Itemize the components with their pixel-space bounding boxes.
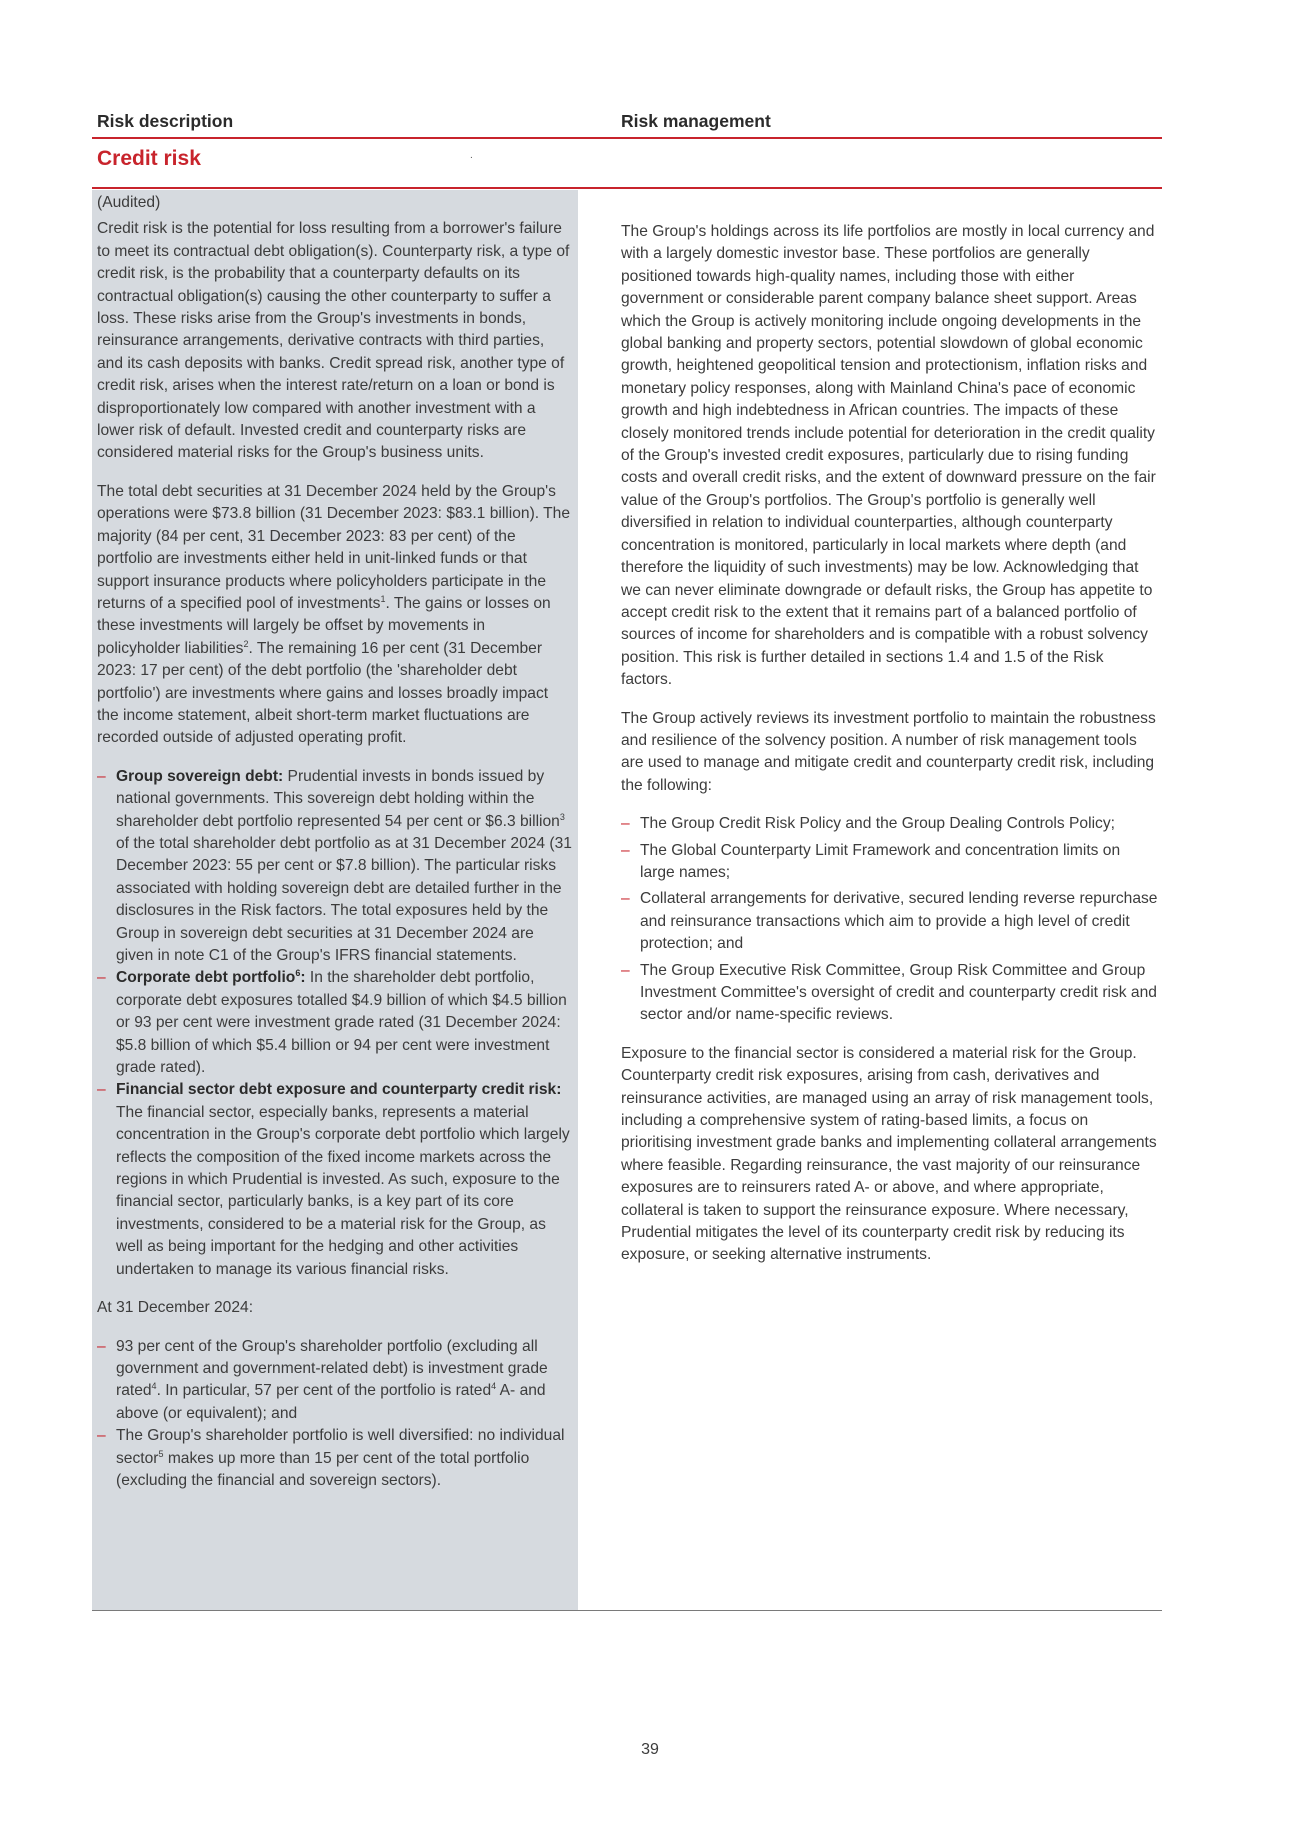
header-divider	[92, 137, 1162, 139]
financial-sector-paragraph: Exposure to the financial sector is considered a material risk for the Group. Counterparty credit risk exposures, arising from cash, derivatives and reinsurance activities, are managed using an array of risk management tools, including a comprehensive system of rating-based limits, a focus on prioritising investment grade banks and implementing collateral arrangements where feasible. Regarding reinsurance, the vast majority of our reinsurance exposures are to reinsurers rated A- or above, and where appropriate, collateral is taken to support the reinsurance exposure. Where necessary, Prudential mitigates the level of its counterparty credit risk by reducing its exposure, or seeking alternative instruments.	[621, 1044, 1157, 1264]
debt-categories-list	[97, 766, 572, 1281]
debt-securities-paragraph: The total debt securities at 31 December 2024 held by the Group's operations were $73.8 billion (31 December 2023: $83.1 billion). The majority (84 per cent, 31 December 2023: 83 per cent) of the portfolio are investments either held in unit-linked funds or that support insurance products where policyholders participate in the returns of a specified pool of investments$^1$. The gains or losses on these investments will largely be offset by movements in policyholder liabilities$^2$. The remaining 16 per cent (31 December 2023: 17 per cent) of the debt portfolio (the 'shareholder debt portfolio') are investments where gains and losses broadly impact the income statement, albeit short-term market fluctuations are recorded outside of adjusted operating profit.	[97, 482, 571, 747]
risk-description-column	[97, 192, 572, 1508]
list-item-tool: – The Global Counterparty Limit Framework and concentration limits on large names;	[621, 840, 1158, 885]
footnote-ref: 6	[295, 968, 301, 979]
list-item-financial-sector: – Financial sector debt exposure and counterparty credit risk: The financial sector, especially banks, represents a material concentration in the Group's corporate debt portfolio which largely reflects the composition of the fixed income markets across the regions in which Prudential is invested. As such, exposure to the financial sector, particularly banks, is a key part of its core investments, considered to be a material risk for the Group, as well as being important for the hedging and other activities undertaken to manage its various financial risks.	[97, 1079, 572, 1281]
list-item-tool: – The Group Executive Risk Committee, Group Risk Committee and Group Investment Committee's oversight of credit and counterparty credit risk and sector and/or name-specific reviews.	[621, 960, 1158, 1027]
risk-management-column	[621, 221, 1158, 1283]
footnote-ref: 1	[380, 593, 386, 604]
portfolio-facts-list	[97, 1336, 572, 1493]
section-divider	[92, 187, 1162, 189]
list-item-sovereign-debt: – Group sovereign debt: Prudential invests in bonds issued by national governments. This sovereign debt holding within the shareholder debt portfolio represented 54 per cent or $6.3 billion$^3$ of the total shareholder debt portfolio as at 31 December 2024 (31 December 2023: 55 per cent or $7.8 billion). The particular risks associated with holding sovereign debt are detailed further in the disclosures in the Risk factors. The total exposures held by the Group in sovereign debt securities at 31 December 2024 are given in note C1 of the Group's IFRS financial statements.	[97, 766, 572, 968]
stray-mark: .	[470, 150, 473, 161]
list-item-tool: – The Group Credit Risk Policy and the Group Dealing Controls Policy;	[621, 813, 1158, 835]
holdings-paragraph: The Group's holdings across its life portfolios are mostly in local currency and with a largely domestic investor base. These portfolios are generally positioned towards high-quality names, including those with either government or considerable parent company balance sheet support. Areas which the Group is actively monitoring include ongoing developments in the global banking and property sectors, potential slowdown of global economic growth, heightened geopolitical tension and protectionism, inflation risks and monetary policy responses, along with Mainland China's pace of economic growth and high indebtedness in African countries. The impacts of these closely monitored trends include potential for deterioration in the credit quality of the Group's invested credit exposures, particularly due to rising funding costs and overall credit risks, and the extent of downward pressure on the fair value of the Group's portfolios. The Group's portfolio is generally well diversified in relation to individual counterparties, although counterparty concentration is monitored, particularly in local markets where depth (and therefore the liquidity of such investments) may be low. Acknowledging that we can never eliminate downgrade or default risks, the Group has appetite to accept credit risk to the extent that it remains part of a balanced portfolio of sources of income for shareholders and is compatible with a robust solvency position. This risk is further detailed in sections 1.4 and 1.5 of the Risk factors.	[621, 223, 1156, 689]
list-item-corporate-debt: – Corporate debt portfolio$^6$: In the shareholder debt portfolio, corporate debt exposures totalled $4.9 billion of which $4.5 billion or 93 per cent were investment grade rated (31 December 2024: $5.8 billion of which $5.4 billion or 94 per cent were investment grade rated).	[97, 967, 572, 1079]
column-header-risk-description: Risk description	[97, 111, 234, 131]
section-title: Credit risk	[97, 147, 201, 170]
footnote-ref: 4	[151, 1381, 157, 1392]
footnote-ref: 2	[243, 638, 249, 649]
footnote-ref: 4	[491, 1381, 497, 1392]
at-date-label: At 31 December 2024:	[97, 1299, 254, 1317]
list-item-investment-grade: – 93 per cent of the Group's shareholder portfolio (excluding all government and government-related debt) is investment grade rated$^4$. In particular, 57 per cent of the portfolio is rated$^4$ A- and above (or equivalent); and	[97, 1336, 572, 1426]
list-item-tool: – Collateral arrangements for derivative, secured lending reverse repurchase and reinsurance transactions which aim to provide a high level of credit protection; and	[621, 888, 1158, 955]
risk-tools-list	[621, 813, 1158, 1027]
table-bottom-rule	[92, 1610, 1162, 1611]
portfolio-review-paragraph: The Group actively reviews its investment portfolio to maintain the robustness and resilience of the solvency position. A number of risk management tools are used to manage and mitigate credit and counterparty credit risk, including the following:	[621, 709, 1156, 794]
page-number: 39	[641, 1741, 659, 1758]
credit-risk-definition: Credit risk is the potential for loss resulting from a borrower's failure to meet its contractual debt obligation(s). Counterparty risk, a type of credit risk, is the probability that a counterparty defaults on its contractual obligation(s) causing the other counterparty to suffer a loss. These risks arise from the Group's investments in bonds, reinsurance arrangements, derivative contracts with third parties, and its cash deposits with banks. Credit spread risk, another type of credit risk, arises when the interest rate/return on a loan or bond is disproportionately low compared with another investment with a lower risk of default. Invested credit and counterparty risks are considered material risks for the Group's business units.	[97, 220, 570, 462]
list-item-diversification: – The Group's shareholder portfolio is well diversified: no individual sector$^5$ makes up more than 15 per cent of the total portfolio (excluding the financial and sovereign sectors).	[97, 1425, 572, 1492]
footnote-ref: 5	[158, 1448, 164, 1459]
audited-label: (Audited)	[97, 194, 161, 211]
column-header-risk-management: Risk management	[621, 111, 771, 131]
footnote-ref: 3	[559, 811, 565, 822]
